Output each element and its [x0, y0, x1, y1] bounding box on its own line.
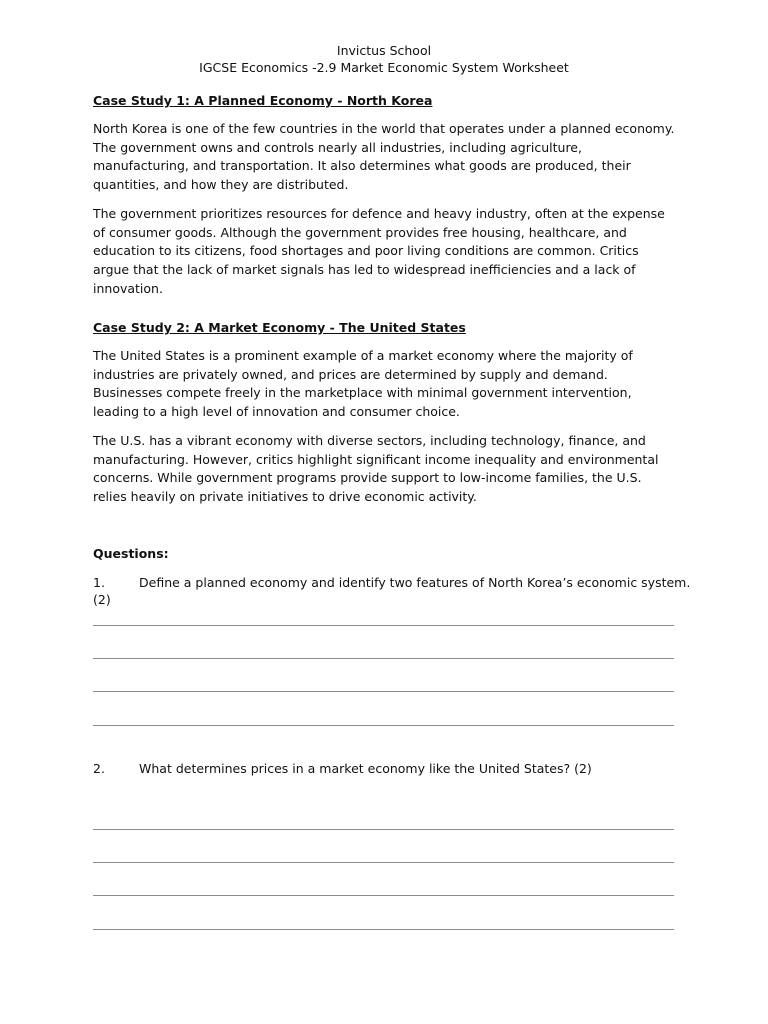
case-study-2-paragraph-1: The United States is a prominent example of a market economy where the majority of industries are privately owned, and prices are determined by supply and demand. Businesses compete freely in the marketplace with minimal government intervention, leading to a high level of innovation and consumer choice.	[93, 348, 633, 420]
question-number: 2.	[93, 761, 105, 776]
case-study-2-heading: Case Study 2: A Market Economy - The United States	[93, 320, 466, 335]
school-name: Invictus School	[336, 43, 432, 58]
questions-heading: Questions:	[93, 546, 169, 561]
worksheet-title: IGCSE Economics -2.9 Market Economic System Worksheet	[199, 60, 569, 75]
answer-line[interactable]	[93, 625, 674, 626]
answer-line[interactable]	[93, 658, 674, 659]
case-study-1-heading: Case Study 1: A Planned Economy - North Korea	[93, 93, 433, 108]
answer-line[interactable]	[93, 862, 674, 863]
question-text: What determines prices in a market economy like the United States? (2)	[139, 761, 592, 776]
question-text: Define a planned economy and identify two features of North Korea’s economic system. (2)	[93, 575, 691, 607]
answer-line[interactable]	[93, 725, 674, 726]
answer-line[interactable]	[93, 929, 674, 930]
answer-line[interactable]	[93, 829, 674, 830]
question-2	[93, 760, 693, 777]
answer-line[interactable]	[93, 691, 674, 692]
case-study-1-paragraph-2: The government prioritizes resources for defence and heavy industry, often at the expense of consumer goods. Although the government provides free housing, healthcare, and education to its citizens, food shortages and poor living conditions are common. Critics argue that the lack of market signals has led to widespread inefficiencies and a lack of innovation.	[93, 206, 665, 296]
question-number: 1.	[93, 575, 105, 590]
answer-line[interactable]	[93, 895, 674, 896]
case-study-2-paragraph-2: The U.S. has a vibrant economy with diverse sectors, including technology, finance, and manufacturing. However, critics highlight significant income inequality and environmental concerns. While government programs provide support to low-income families, the U.S. relies heavily on private initiatives to drive economic activity.	[93, 433, 659, 505]
case-study-1-paragraph-1: North Korea is one of the few countries in the world that operates under a planned economy. The government owns and controls nearly all industries, including agriculture, manufacturing, and transportation. It also determines what goods are produced, their quantities, and how they are distributed.	[93, 121, 675, 193]
question-1	[93, 574, 693, 608]
